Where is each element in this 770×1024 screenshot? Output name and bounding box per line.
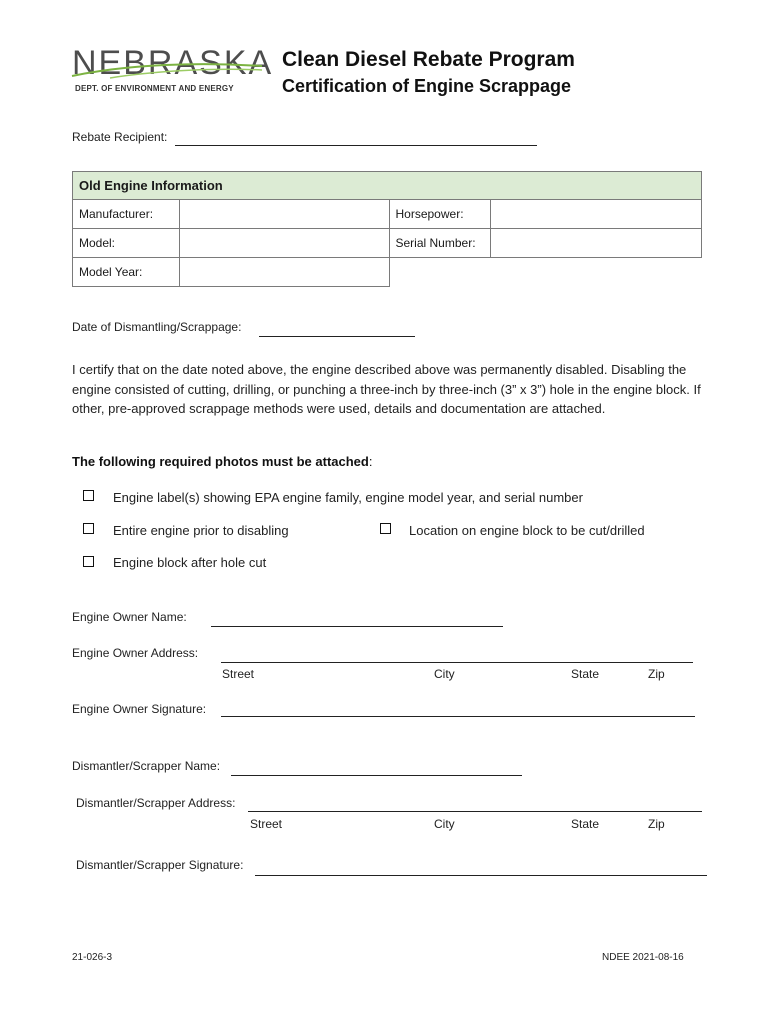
old-engine-heading: Old Engine Information <box>73 172 702 200</box>
owner-address-state: State <box>571 667 600 681</box>
page-subtitle: Certification of Engine Scrappage <box>282 76 572 96</box>
rebate-recipient-label: Rebate Recipient: <box>72 130 168 144</box>
owner-address-field[interactable] <box>221 662 693 663</box>
rebate-recipient-field[interactable] <box>175 145 537 146</box>
dismantler-address-zip: Zip <box>648 817 665 831</box>
photos-heading <box>72 454 372 469</box>
owner-address-zip: Zip <box>648 667 665 681</box>
owner-address-city: City <box>434 667 455 681</box>
dismantler-address-city: City <box>434 817 455 831</box>
old-engine-table <box>72 171 702 287</box>
photo-engine-label-text: Engine label(s) showing EPA engine family, engine model year, and serial number <box>113 490 583 505</box>
date-field[interactable] <box>259 336 415 337</box>
photos-heading-text: The following required photos must be attached <box>72 454 369 469</box>
owner-signature-label: Engine Owner Signature: <box>72 702 207 716</box>
owner-name-field[interactable] <box>211 626 503 627</box>
dismantler-signature-label: Dismantler/Scrapper Signature: <box>76 858 244 872</box>
model-label: Model: <box>73 229 180 258</box>
dismantler-signature-field[interactable] <box>255 875 707 876</box>
serial-number-field[interactable] <box>491 229 702 258</box>
photo-entire-engine-checkbox[interactable] <box>83 523 94 534</box>
dismantler-address-street: Street <box>250 817 283 831</box>
horsepower-label: Horsepower: <box>389 200 491 229</box>
photo-entire-engine-text: Entire engine prior to disabling <box>113 523 289 538</box>
model-year-label: Model Year: <box>73 258 180 287</box>
dismantler-name-field[interactable] <box>231 775 522 776</box>
manufacturer-field[interactable] <box>179 200 389 229</box>
photo-location-text: Location on engine block to be cut/drilled <box>409 523 645 538</box>
certification-text: I certify that on the date noted above, the engine described above was permanently disabled. Disabling the engine consisted of cutting, drilling, or punching a three-inch by three-inch (3” x 3”) hole in the engine block. If other, pre-approved scrappage methods were used, details and documentation are attached. <box>72 362 701 416</box>
logo-swoosh-icon <box>70 56 265 82</box>
photo-block-after-cut-checkbox[interactable] <box>83 556 94 567</box>
model-year-field[interactable] <box>179 258 389 287</box>
photo-engine-label-checkbox[interactable] <box>83 490 94 501</box>
dismantler-address-label: Dismantler/Scrapper Address: <box>76 796 236 810</box>
dismantler-address-state: State <box>571 817 600 831</box>
horsepower-field[interactable] <box>491 200 702 229</box>
manufacturer-label: Manufacturer: <box>73 200 180 229</box>
dismantler-name-label: Dismantler/Scrapper Name: <box>72 759 221 773</box>
logo-department: DEPT. OF ENVIRONMENT AND ENERGY <box>75 84 234 93</box>
page-title: Clean Diesel Rebate Program <box>282 48 575 71</box>
model-field[interactable] <box>179 229 389 258</box>
photos-heading-colon: : <box>368 454 373 469</box>
date-label: Date of Dismantling/Scrappage: <box>72 320 242 334</box>
owner-address-street: Street <box>222 667 255 681</box>
form-revision: NDEE 2021-08-16 <box>602 952 684 963</box>
owner-signature-field[interactable] <box>221 716 695 717</box>
serial-number-label: Serial Number: <box>389 229 491 258</box>
owner-address-label: Engine Owner Address: <box>72 646 199 660</box>
dismantler-address-field[interactable] <box>248 811 702 812</box>
photo-location-checkbox[interactable] <box>380 523 391 534</box>
owner-name-label: Engine Owner Name: <box>72 610 187 624</box>
photo-block-after-cut-text: Engine block after hole cut <box>113 555 267 570</box>
form-number: 21-026-3 <box>72 952 113 963</box>
logo-wordmark: NEBRASKA <box>72 44 274 82</box>
